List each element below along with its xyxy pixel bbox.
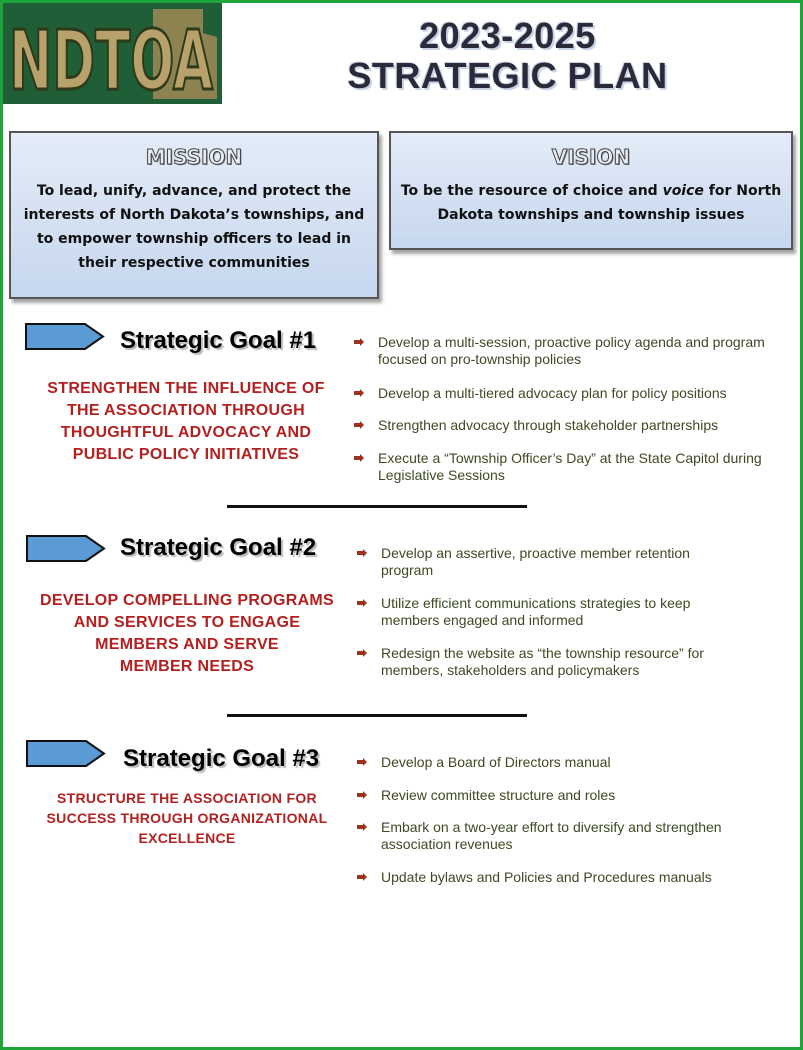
list-item	[354, 450, 774, 484]
goal-1-description	[30, 378, 342, 466]
goal-3-heading: Strategic Goal #3	[123, 745, 320, 772]
mission-title: MISSION	[145, 145, 243, 169]
section-divider	[227, 714, 527, 717]
vision-text-start: To be the resource of choice and	[400, 183, 663, 199]
logo-text: NDTOA	[9, 14, 214, 109]
goal-1-heading: Strategic Goal #1	[120, 327, 317, 354]
goal-2-description-line: MEMBER NEEDS	[119, 658, 255, 675]
arrow-bullet-icon	[357, 872, 367, 882]
goal-3-bullet-list	[357, 754, 737, 886]
goal-3-description-line: EXCELLENCE	[138, 830, 236, 846]
arrow-bullet-icon	[357, 757, 367, 767]
page-title	[300, 16, 715, 96]
list-item	[357, 754, 737, 771]
goal-2-arrow-icon	[26, 535, 106, 562]
title-strategic-plan: STRATEGIC PLAN	[347, 55, 668, 96]
goal-1-description-line: PUBLIC POLICY INITIATIVES	[72, 446, 300, 463]
goal-3-arrow-icon	[26, 740, 106, 767]
goal-2-bullet-list	[357, 545, 707, 679]
section-divider	[227, 505, 527, 508]
list-item	[357, 545, 707, 579]
list-item	[357, 595, 707, 629]
mission-text: To lead, unify, advance, and protect the interests of North Dakota’s townships, and to empower township officers to lead in their respective communities	[23, 183, 365, 271]
vision-box	[389, 131, 793, 250]
title-years: 2023-2025	[419, 15, 596, 56]
goal-3-description-line: STRUCTURE THE ASSOCIATION FOR	[57, 790, 317, 806]
list-item-text: Redesign the website as “the township resource” for members, stakeholders and policymakers	[381, 645, 704, 678]
list-item-text: Utilize efficient communications strategies to keep members engaged and informed	[381, 595, 691, 628]
goal-3-description	[30, 788, 344, 848]
goal-2-description-line: AND SERVICES TO ENGAGE	[73, 614, 301, 631]
goal-2-description-line: MEMBERS AND SERVE	[95, 636, 279, 653]
arrow-bullet-icon	[357, 790, 367, 800]
arrow-bullet-icon	[357, 822, 367, 832]
vision-text	[391, 179, 791, 227]
ndtoa-logo	[3, 3, 222, 109]
goal-1-description-line: THOUGHTFUL ADVOCACY AND	[60, 424, 312, 441]
goal-2-description	[30, 590, 344, 678]
arrow-bullet-icon	[357, 648, 367, 658]
arrow-bullet-icon	[354, 337, 364, 347]
vision-text-end: for North Dakota townships and township issues	[437, 183, 782, 223]
arrow-bullet-icon	[354, 388, 364, 398]
goal-1-bullet-list	[354, 334, 774, 484]
list-item-text: Develop a multi-session, proactive policy agenda and program focused on pro-township policies	[378, 334, 765, 367]
list-item	[357, 819, 737, 853]
list-item	[354, 334, 774, 368]
list-item-text: Strengthen advocacy through stakeholder partnerships	[378, 417, 719, 433]
list-item-text: Develop a multi-tiered advocacy plan for policy positions	[378, 385, 727, 401]
list-item-text: Embark on a two-year effort to diversify and strengthen association revenues	[381, 819, 722, 852]
list-item	[357, 645, 707, 679]
list-item	[354, 385, 774, 402]
vision-title: VISION	[551, 145, 631, 169]
list-item-text: Review committee structure and roles	[381, 787, 616, 803]
goal-2-heading: Strategic Goal #2	[120, 534, 317, 561]
goal-1-arrow-icon	[25, 323, 105, 350]
arrow-bullet-icon	[357, 598, 367, 608]
goal-1-description-line: THE ASSOCIATION THROUGH	[66, 402, 305, 419]
list-item	[357, 787, 737, 804]
vision-text-emphasis: voice	[662, 183, 704, 199]
list-item-text: Execute a “Township Officer’s Day” at the State Capitol during Legislative Sessions	[378, 450, 762, 483]
list-item	[357, 869, 737, 886]
mission-box	[9, 131, 379, 299]
arrow-bullet-icon	[354, 420, 364, 430]
arrow-bullet-icon	[357, 548, 367, 558]
goal-3-description-line: SUCCESS THROUGH ORGANIZATIONAL	[46, 810, 328, 826]
goal-1-description-line: STRENGTHEN THE INFLUENCE OF	[47, 380, 325, 397]
goal-2-description-line: DEVELOP COMPELLING PROGRAMS	[39, 592, 335, 609]
list-item-text: Develop a Board of Directors manual	[381, 754, 611, 770]
arrow-bullet-icon	[354, 453, 364, 463]
list-item-text: Update bylaws and Policies and Procedures manuals	[381, 869, 712, 885]
list-item-text: Develop an assertive, proactive member retention program	[381, 545, 690, 578]
list-item	[354, 417, 774, 434]
